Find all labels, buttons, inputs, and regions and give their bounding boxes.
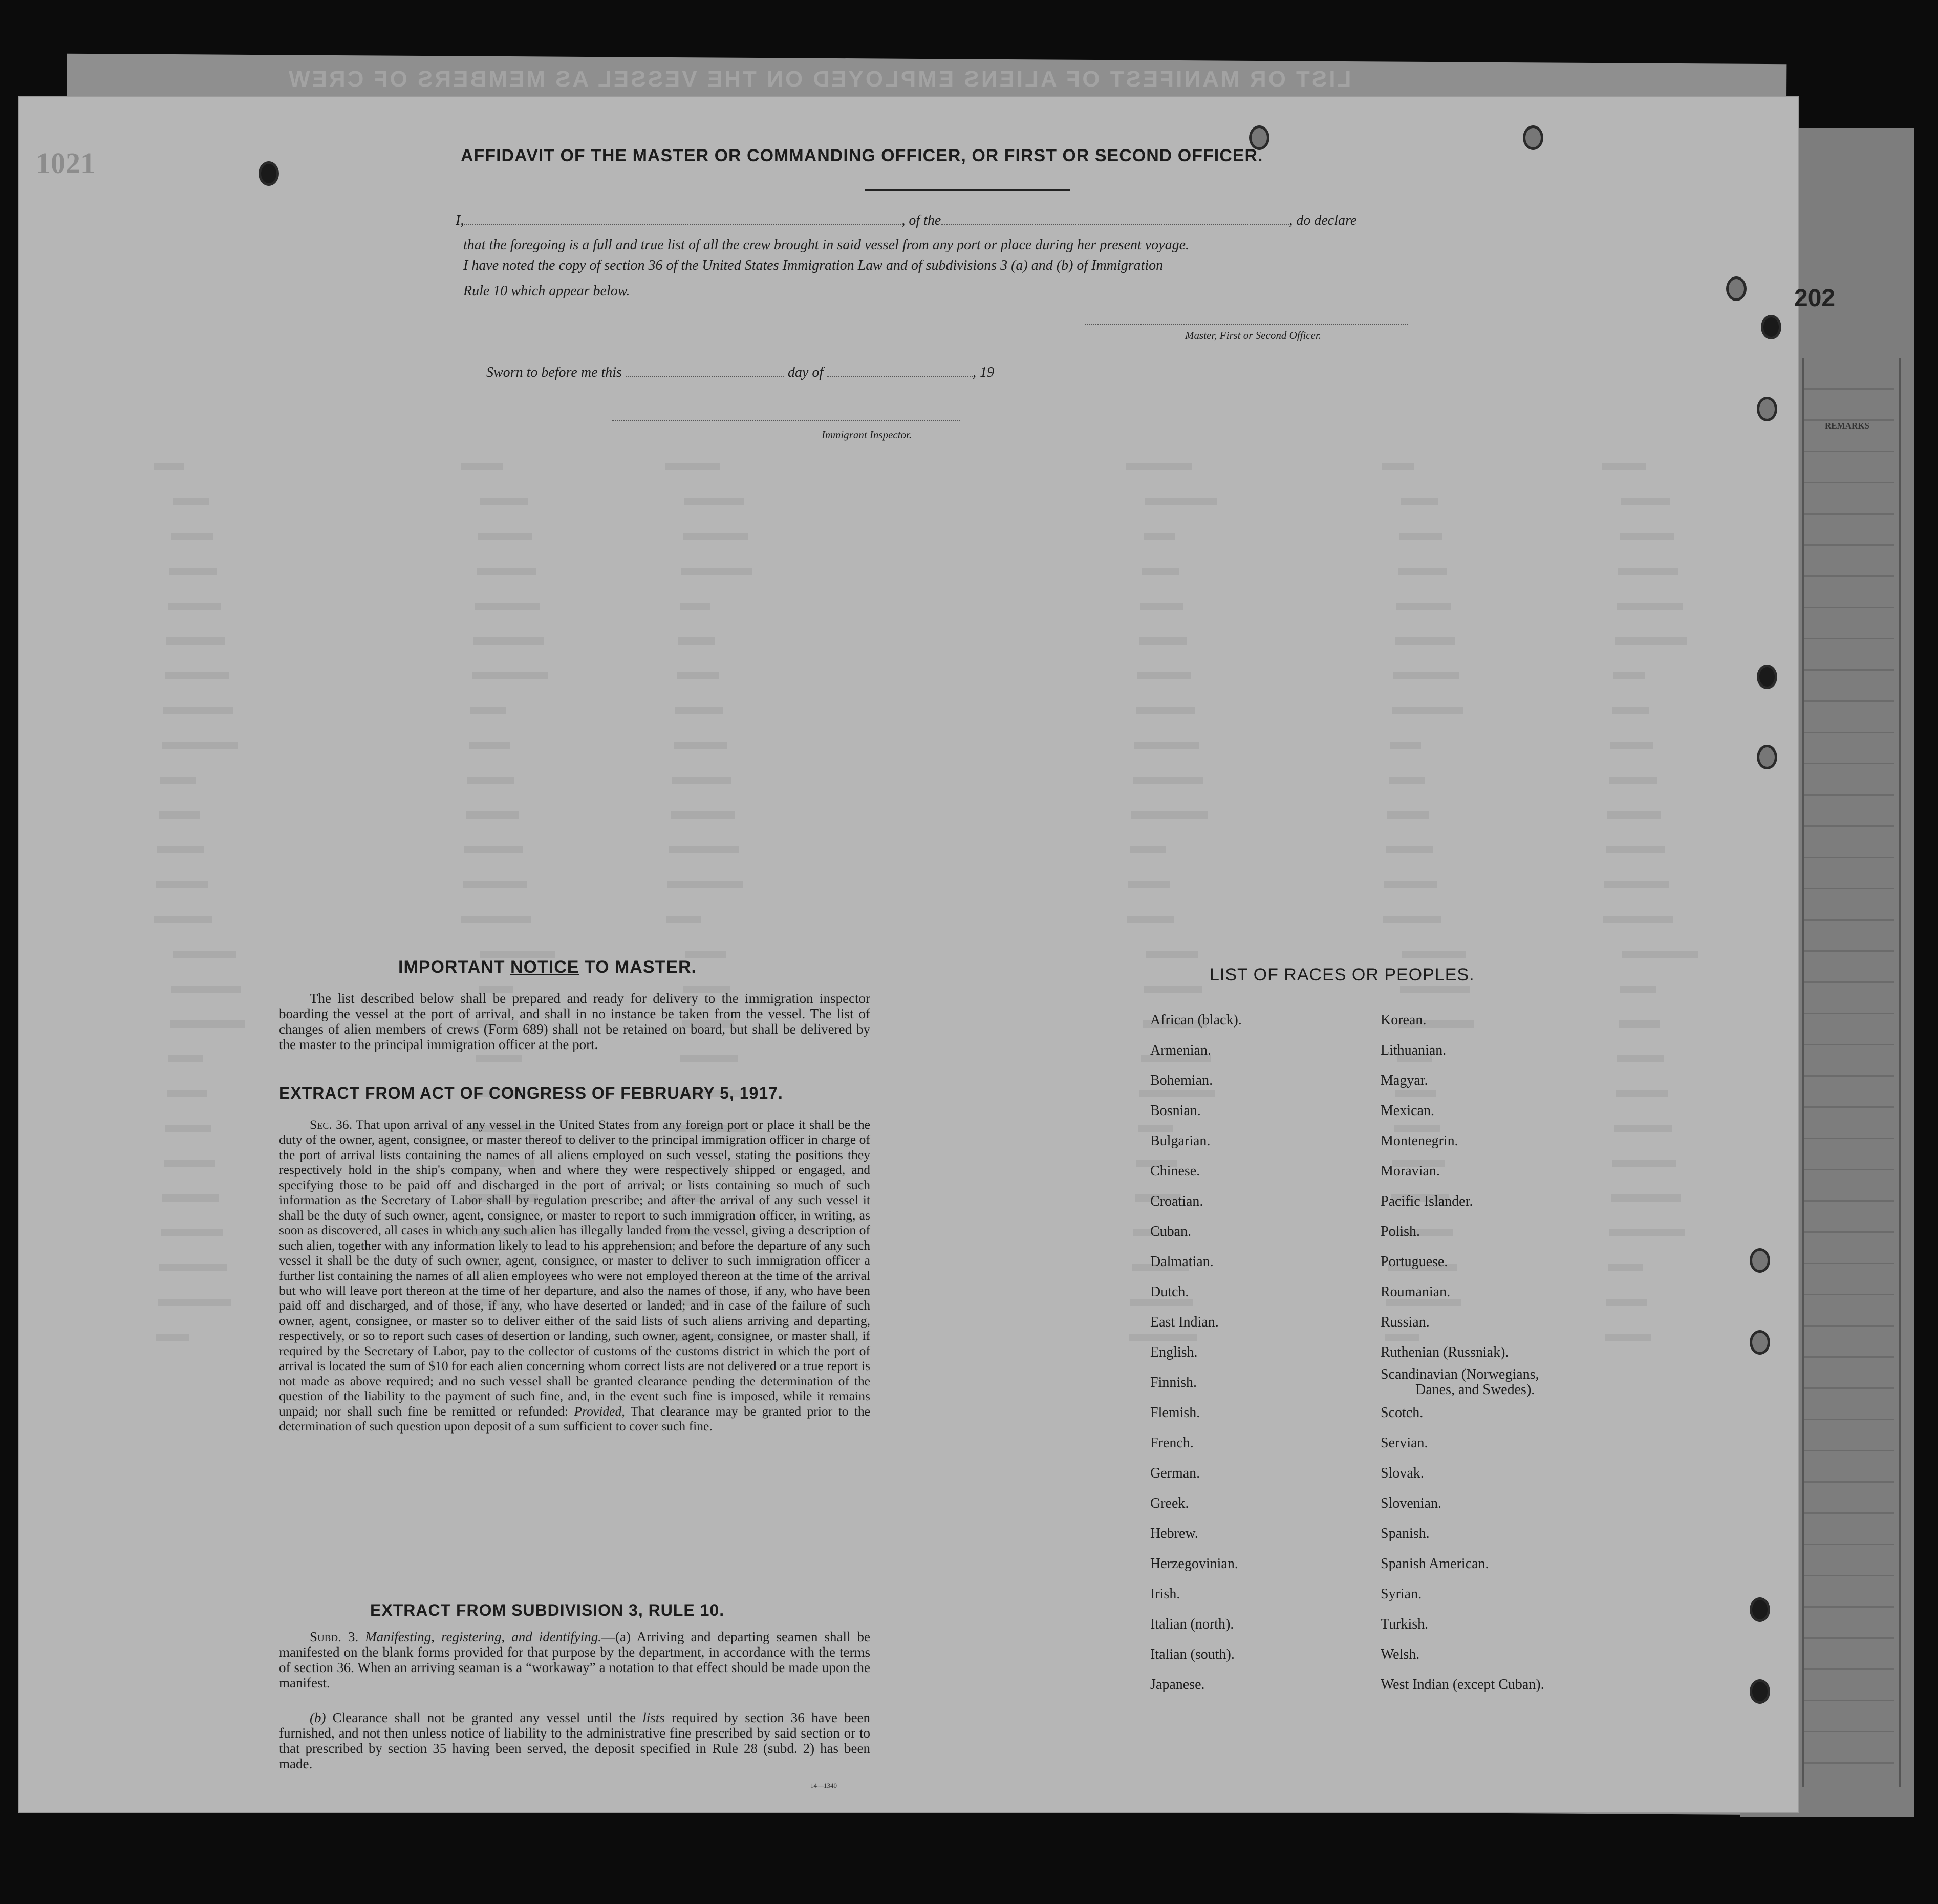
binder-hole (259, 161, 279, 186)
show-through-mark (1385, 1334, 1419, 1341)
race-item: Cuban. (1150, 1224, 1192, 1239)
show-through-mark (680, 603, 710, 610)
grid-rule (1802, 358, 1804, 1787)
race-item: Slovak. (1381, 1465, 1424, 1481)
race-item: Japanese. (1150, 1677, 1205, 1693)
show-through-mark (1392, 707, 1463, 714)
show-through-mark (466, 811, 519, 819)
show-through-mark (1386, 846, 1433, 853)
show-through-mark (1142, 568, 1179, 575)
race-item: Italian (south). (1150, 1646, 1235, 1662)
show-through-mark (171, 986, 241, 993)
show-through-mark (1394, 1125, 1440, 1132)
show-through-mark (683, 533, 748, 540)
rule-subd-b (279, 1710, 870, 1771)
page-number-right: 202 (1794, 285, 1836, 312)
show-through-mark (159, 1264, 227, 1271)
race-item: Russian. (1381, 1314, 1430, 1330)
race-item: Scandinavian (Norwegians, (1381, 1366, 1539, 1382)
race-item: Irish. (1150, 1586, 1180, 1602)
show-through-mark (1402, 951, 1466, 958)
show-through-mark (1393, 672, 1459, 679)
show-through-mark (1615, 637, 1687, 645)
section-36-tail: That clearance may be granted prior to the determination of such question upon deposit of a sum sufficient to cover such fine. (279, 1403, 871, 1434)
race-item: Servian. (1381, 1435, 1428, 1451)
show-through-mark (154, 916, 212, 923)
show-through-mark (461, 463, 503, 470)
show-through-mark (467, 777, 514, 784)
master-signature-caption: Master, First or Second Officer. (1185, 329, 1321, 341)
race-item: Roumanian. (1381, 1284, 1451, 1300)
binder-hole (1726, 276, 1747, 301)
show-through-mark (464, 846, 523, 853)
race-item: Slovenian. (1381, 1495, 1441, 1511)
show-through-mark (164, 1160, 215, 1167)
binder-hole (1750, 1679, 1770, 1704)
show-through-mark (472, 672, 548, 679)
race-item: Chinese. (1150, 1163, 1200, 1179)
show-through-mark (476, 1055, 522, 1062)
subdivision-heading: Manifesting, registering, and identifying. (365, 1629, 601, 1644)
subdivision-b-label: (b) (310, 1710, 326, 1725)
rule-subd-a (279, 1629, 870, 1691)
race-item: Bosnian. (1150, 1103, 1201, 1119)
declare-suffix: , do declare (1289, 212, 1357, 228)
race-item: German. (1150, 1465, 1200, 1481)
lists-word: lists (642, 1710, 665, 1725)
show-through-mark (1386, 1299, 1461, 1306)
show-through-mark (685, 951, 726, 958)
vessel-prefix: , of the (901, 212, 941, 228)
show-through-mark (167, 1090, 207, 1097)
show-through-mark (1146, 951, 1198, 958)
manifest-grid (1802, 358, 1894, 1787)
show-through-mark (166, 637, 225, 645)
subdivision-b-text: required by section 36 have been furnished, and not then unless notice of liability to the administrative fine prescribed by said section or to that prescribed by section 35 having been served, the deposit specified in Rule 28 (subd. 2) has been made. (279, 1710, 871, 1771)
race-item: Italian (north). (1150, 1616, 1234, 1632)
race-item: East Indian. (1150, 1314, 1219, 1330)
binder-hole (1523, 125, 1543, 150)
show-through-mark (1617, 603, 1683, 610)
show-through-mark (1602, 463, 1646, 470)
notice-title-part: IMPORTANT (398, 957, 511, 977)
master-signature-line[interactable] (1085, 324, 1408, 325)
race-item: Korean. (1381, 1012, 1427, 1028)
notice-title-emphasis: NOTICE (510, 957, 579, 977)
page-number-left: 1021 (36, 146, 95, 180)
race-item: Syrian. (1381, 1586, 1422, 1602)
show-through-mark (162, 1194, 219, 1202)
show-through-mark (1133, 777, 1203, 784)
show-through-mark (681, 568, 752, 575)
show-through-mark (1618, 568, 1678, 575)
show-through-mark (470, 707, 506, 714)
binder-hole (1757, 745, 1777, 769)
provided-word: Provided, (574, 1403, 625, 1419)
show-through-mark (156, 1334, 189, 1341)
notice-body: The list described below shall be prepared and ready for delivery to the immigration inspector boarding the vessel at the port of arrival, and shall in no instance be taken from the vessel. The list of changes of alien members of crews (Form 689) shall not be retained on board, but shall be delivered by the master to the principal immigration officer at the port. (279, 991, 870, 1052)
show-through-mark (463, 881, 527, 888)
race-item: Bohemian. (1150, 1073, 1213, 1088)
show-through-mark (677, 672, 719, 679)
show-through-mark (675, 707, 723, 714)
show-through-mark (1395, 637, 1455, 645)
binder-hole (1757, 665, 1777, 689)
subdivision-a-text: —(a) Arriving and departing seamen shall be manifested on the blank forms provided for that purpose by the department, in accordance with the terms of section 36. When an arriving seaman is a “workaway” a notation to that effect should be made upon the manifest. (279, 1629, 870, 1691)
binder-hole (1761, 315, 1781, 339)
show-through-mark (680, 1055, 738, 1062)
notice-title (398, 957, 697, 977)
grid-rule (1899, 358, 1901, 1787)
form-number: 14—1340 (810, 1782, 837, 1789)
show-through-mark (159, 811, 200, 819)
race-item: French. (1150, 1435, 1194, 1451)
show-through-mark (475, 603, 540, 610)
inspector-signature-caption: Immigrant Inspector. (822, 429, 912, 441)
show-through-mark (1604, 881, 1669, 888)
show-through-mark (170, 1020, 245, 1028)
show-through-mark (1613, 672, 1645, 679)
show-through-mark (480, 951, 555, 958)
race-item: Portuguese. (1381, 1254, 1448, 1270)
race-item: Spanish American. (1381, 1556, 1489, 1572)
show-through-mark (1610, 742, 1653, 749)
show-through-mark (1130, 1299, 1193, 1306)
declarant-name-field[interactable] (464, 224, 901, 225)
show-through-mark (168, 603, 221, 610)
notice-title-part: TO MASTER. (579, 957, 697, 977)
show-through-mark (1126, 463, 1192, 470)
show-through-mark (156, 881, 208, 888)
show-through-mark (1611, 1194, 1681, 1202)
show-through-mark (1400, 986, 1470, 993)
affidavit-statement: Rule 10 which appear below. (463, 283, 630, 299)
show-through-mark (1139, 1090, 1215, 1097)
show-through-mark (1139, 637, 1187, 645)
show-through-mark (1144, 986, 1202, 993)
sworn-day-of: day of (787, 365, 824, 380)
subdivision-label: Subd. 3. (310, 1629, 359, 1644)
race-item: Flemish. (1150, 1405, 1200, 1421)
show-through-mark (666, 916, 701, 923)
sworn-day-field[interactable] (626, 376, 784, 377)
show-through-mark (1620, 533, 1674, 540)
race-item: Welsh. (1381, 1646, 1420, 1662)
show-through-mark (684, 498, 744, 505)
show-through-mark (461, 916, 531, 923)
show-through-mark (1614, 1125, 1672, 1132)
declarant-prefix: I, (456, 212, 464, 228)
show-through-mark (1609, 1229, 1685, 1236)
race-item: Armenian. (1150, 1042, 1211, 1058)
race-item: Turkish. (1381, 1616, 1429, 1632)
show-through-mark (1138, 1125, 1173, 1132)
act-extract-title: EXTRACT FROM ACT OF CONGRESS OF FEBRUARY 5, 1917. (279, 1084, 783, 1102)
affidavit-statement: I have noted the copy of section 36 of the United States Immigration Law and of subdivisions 3 (a) and (b) of Immigration (463, 258, 1164, 273)
affidavit-statement: that the foregoing is a full and true list of all the crew brought in said vessel from any port or place during her present voyage. (463, 237, 1190, 253)
subdivision-b-text: Clearance shall not be granted any vessel until the (332, 1710, 636, 1725)
title-underline (865, 189, 1070, 191)
show-through-mark (158, 1299, 231, 1306)
show-through-mark (1140, 603, 1183, 610)
show-through-mark (1145, 498, 1217, 505)
sworn-year: , 19 (973, 365, 995, 380)
show-through-mark (168, 1055, 203, 1062)
show-through-mark (1608, 1264, 1643, 1271)
race-item: Magyar. (1381, 1073, 1428, 1088)
show-through-mark (169, 568, 217, 575)
race-item: Lithuanian. (1381, 1042, 1447, 1058)
show-through-mark (1606, 1299, 1647, 1306)
show-through-mark (1607, 811, 1661, 819)
remarks-column-header: REMARKS (1825, 421, 1869, 431)
affidavit-declaration-line (456, 212, 1356, 229)
race-item: Mexican. (1381, 1103, 1434, 1119)
show-through-mark (157, 846, 204, 853)
show-through-mark (678, 637, 715, 645)
show-through-mark (669, 846, 739, 853)
show-through-mark (1603, 916, 1673, 923)
show-through-mark (1384, 881, 1437, 888)
show-through-mark (1383, 916, 1441, 923)
show-through-mark (1390, 742, 1421, 749)
show-through-mark (1622, 951, 1698, 958)
affidavit-title: AFFIDAVIT OF THE MASTER OR COMMANDING OFFICER, OR FIRST OR SECOND OFFICER. (461, 146, 1263, 165)
binder-hole (1757, 397, 1777, 421)
race-item: Dalmatian. (1150, 1254, 1214, 1270)
show-through-mark (1619, 1020, 1660, 1028)
inspector-signature-line[interactable] (612, 420, 960, 421)
show-through-mark (173, 951, 236, 958)
show-through-mark (1127, 916, 1174, 923)
show-through-mark (480, 498, 528, 505)
race-item: African (black). (1150, 1012, 1242, 1028)
show-through-mark (1399, 533, 1442, 540)
race-item: Pacific Islander. (1381, 1193, 1473, 1209)
show-through-mark (1606, 846, 1665, 853)
race-item: Bulgarian. (1150, 1133, 1211, 1149)
race-item: Herzegovinian. (1150, 1556, 1238, 1572)
show-through-mark (667, 881, 743, 888)
section-36-text: That upon arrival of any vessel in the United States from any foreign port or place it shall be the duty of the owner, agent, consignee, or master thereof to deliver to the principal immigration officer in charge of the port of arrival lists containing the names of all aliens employed on such vessel, stating the positions they respectively hold in the ship's company, when and where they were respectively shipped or engaged, and specifying those to be paid off and discharged in the port of arrival; or lists containing so much of such information as the Secretary of Labor shall by regulation prescribe; and after the arrival of any such vessel it shall be the duty of such owner, agent, consignee, or master to report to such immigration officer, in writing, as soon as discovered, all cases in which any such alien has illegally landed from the vessel, giving a description of such alien, together with any information likely to lead to his apprehension; and before the departure of any such vessel it shall be the duty of such owner, agent, consignee, or master to deliver to such immigration officer a further list containing the names of all alien employees who were not employed thereon at the time of the arrival but who will leave port thereon at the time of her departure, and also the names of those, if any, who have been paid off and discharged, and of those, if any, who have deserted or landed; and in case of the failure of such owner, agent, consignee, or master so to deliver either of the said lists of such aliens arriving and departing, respectively, or so to report such cases of desertion or landing, such owner, agent, consignee, or master shall, if required by the Secretary of Labor, pay to the collector of customs of the customs district in which the port of arrival is located the sum of $10 for each alien concerning whom correct lists are not delivered or a true report is not made as above required; and no such vessel shall be granted clearance pending the determination of the question of the liability to the payment of such fine, and, in the event such fine is imposed, while it remains unpaid; nor shall such fine be remitted or refunded: (279, 1117, 870, 1419)
affidavit-page (19, 97, 1798, 1812)
race-item: Polish. (1381, 1224, 1420, 1239)
rule-extract-title: EXTRACT FROM SUBDIVISION 3, RULE 10. (370, 1601, 725, 1619)
race-item: Montenegrin. (1381, 1133, 1458, 1149)
act-extract-body (279, 1117, 870, 1434)
show-through-mark (1612, 1160, 1676, 1167)
show-through-mark (1616, 1090, 1668, 1097)
show-through-mark (1401, 498, 1438, 505)
show-through-mark (1396, 603, 1451, 610)
show-through-mark (1609, 777, 1657, 784)
binder-hole (1750, 1597, 1770, 1622)
show-through-header: LIST OR MANIFEST OF ALIENS EMPLOYED ON THE VESSEL AS MEMBERS OF CREW (287, 67, 1351, 92)
race-item: Moravian. (1381, 1163, 1440, 1179)
show-through-mark (1395, 1090, 1436, 1097)
show-through-mark (1130, 846, 1166, 853)
show-through-mark (1398, 568, 1447, 575)
race-item: West Indian (except Cuban). (1381, 1677, 1544, 1693)
show-through-mark (1128, 881, 1170, 888)
show-through-mark (1382, 463, 1414, 470)
sworn-month-field[interactable] (827, 376, 973, 377)
show-through-mark (469, 742, 510, 749)
show-through-mark (163, 707, 233, 714)
show-through-mark (1621, 498, 1670, 505)
binder-hole (1750, 1248, 1770, 1273)
show-through-mark (473, 637, 544, 645)
show-through-mark (165, 1125, 211, 1132)
show-through-mark (162, 742, 238, 749)
show-through-mark (665, 463, 720, 470)
show-through-mark (165, 672, 229, 679)
sworn-prefix: Sworn to before me this (486, 365, 622, 380)
show-through-mark (1136, 707, 1195, 714)
race-item: Finnish. (1150, 1375, 1197, 1390)
show-through-mark (161, 1229, 223, 1236)
show-through-mark (154, 463, 184, 470)
show-through-mark (1137, 672, 1191, 679)
race-item: Spanish. (1381, 1526, 1430, 1542)
binder-hole (1750, 1330, 1770, 1355)
show-through-mark (171, 533, 213, 540)
race-item: English. (1150, 1344, 1198, 1360)
show-through-mark (173, 498, 209, 505)
show-through-mark (1387, 811, 1429, 819)
vessel-name-field[interactable] (941, 224, 1289, 225)
race-item: Greek. (1150, 1495, 1189, 1511)
show-through-mark (1129, 1334, 1197, 1341)
show-through-mark (1134, 742, 1199, 749)
show-through-mark (1617, 1055, 1664, 1062)
show-through-mark (1389, 777, 1425, 784)
show-through-mark (1605, 1334, 1651, 1341)
races-title: LIST OF RACES OR PEOPLES. (1210, 965, 1475, 985)
race-item: Croatian. (1150, 1193, 1203, 1209)
show-through-mark (672, 777, 731, 784)
race-item: Hebrew. (1150, 1526, 1198, 1542)
show-through-mark (671, 811, 735, 819)
show-through-mark (1144, 533, 1175, 540)
section-label: Sec. 36. (310, 1117, 353, 1132)
show-through-mark (160, 777, 196, 784)
show-through-mark (1620, 986, 1656, 993)
show-through-mark (477, 568, 536, 575)
sworn-line (486, 365, 994, 381)
show-through-mark (1612, 707, 1649, 714)
show-through-mark (478, 533, 532, 540)
show-through-mark (674, 742, 727, 749)
show-through-mark (1131, 811, 1208, 819)
race-item: Dutch. (1150, 1284, 1189, 1300)
race-item: Danes, and Swedes). (1415, 1382, 1535, 1398)
race-item: Scotch. (1381, 1405, 1424, 1421)
race-item: Ruthenian (Russniak). (1381, 1344, 1509, 1360)
